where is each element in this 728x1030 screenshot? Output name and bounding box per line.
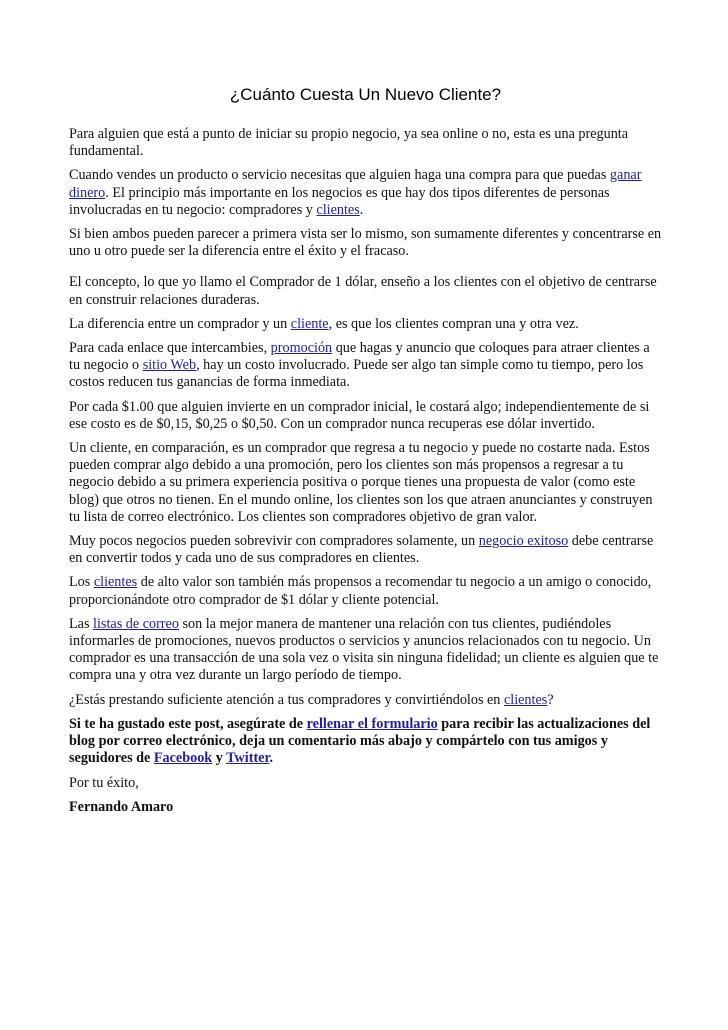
paragraph-costs <box>69 340 662 392</box>
text: . El principio más importante en los negocios es que hay dos tipos diferentes de personas involucradas en tu negocio: compradores y <box>69 184 610 218</box>
link-clientes[interactable]: clientes <box>316 201 360 218</box>
paragraph-few-businesses <box>69 533 662 567</box>
link-twitter[interactable]: Twitter <box>226 750 270 767</box>
paragraph-buyers-and-clients <box>69 167 662 219</box>
paragraph-buyer-vs-client <box>69 316 662 333</box>
paragraph-mailing-lists <box>69 616 662 685</box>
text: La diferencia entre un comprador y un <box>69 315 291 332</box>
link-negocio-exitoso[interactable]: negocio exitoso <box>478 533 569 550</box>
link-rellenar-formulario[interactable]: rellenar el formulario <box>306 715 438 732</box>
text: debe centrarse en convertir todos y cada uno de sus compradores en clientes. <box>69 533 654 567</box>
text: ¿Estás prestando suficiente atención a tus compradores y convirtiéndolos en <box>69 691 504 708</box>
paragraph-dollar: Por cada $1.00 que alguien invierte en un comprador inicial, le costará algo; independientemente de si ese costo es de $0,15, $0,25 o $0,50. Con un comprador nunca recuperas ese dólar invertido. <box>69 398 650 432</box>
paragraph-question <box>69 692 662 709</box>
link-sitio-web[interactable]: sitio Web <box>142 357 197 374</box>
text: ? <box>547 691 554 708</box>
text: Los <box>69 574 94 591</box>
text: Las <box>69 615 94 632</box>
paragraph-call-to-action <box>69 716 662 768</box>
link-promocion[interactable]: promoción <box>270 340 333 357</box>
text: Si te ha gustado este post, asegúrate de <box>69 715 307 732</box>
link-clientes-question[interactable]: clientes <box>503 691 548 708</box>
paragraph-client-comparison: Un cliente, en comparación, es un comprador que regresa a tu negocio y puede no costarte nada. Estos pueden comprar algo debido a una promoción, pero los clientes son más propensos a regresar a tu negocio debido a su primera experiencia positiva o porque tienes una propuesta de valor (como este blog) que otros no tienen. En el mundo online, los clientes son los que atraen anunciantes y construyen tu lista de correo electrónico. Los clientes son compradores objetivo de gran valor. <box>69 440 653 525</box>
paragraph-concept: El concepto, lo que yo llamo el Comprador de 1 dólar, enseño a los clientes con el objetivo de centrarse en construir relaciones duraderas. <box>69 274 657 308</box>
text: que hagas y anuncio que coloques para atraer clientes a tu negocio o <box>69 340 650 374</box>
text: y <box>212 750 227 767</box>
paragraph-difference: Si bien ambos pueden parecer a primera vista ser lo mismo, son sumamente diferentes y concentrarse en uno u otro puede ser la diferencia entre el éxito y el fracaso. <box>69 226 662 260</box>
paragraph-high-value-clients <box>69 574 662 608</box>
text: Muy pocos negocios pueden sobrevivir con compradores solamente, un <box>69 533 479 550</box>
link-facebook[interactable]: Facebook <box>153 750 213 767</box>
signature: Fernando Amaro <box>69 798 174 815</box>
text: son la mejor manera de mantener una relación con tus clientes, pudiéndoles informarles de promociones, nuevos productos o servicios y anuncios relacionados con tu negocio. Un comprador es una transacción de una sola vez o visita sin ninguna fidelidad; un cliente es alguien que te compra una y otra vez durante un largo período de tiempo. <box>69 615 659 684</box>
paragraph-intro: Para alguien que está a punto de iniciar su propio negocio, ya sea online o no, esta es una pregunta fundamental. <box>69 126 629 160</box>
text: para recibir las actualizaciones del blog por correo electrónico, deja un comentario más abajo y compártelo con tus amigos y seguidores de <box>69 715 651 767</box>
text: . <box>269 750 274 767</box>
text: Cuando vendes un producto o servicio necesitas que alguien haga una compra para que puedas <box>69 167 610 184</box>
link-ganar-dinero[interactable]: ganar dinero <box>69 167 642 201</box>
link-cliente[interactable]: cliente <box>290 315 329 332</box>
text: . <box>359 201 364 218</box>
text: de alto valor son también más propensos a recomendar tu negocio a un amigo o conocido, proporcionándote otro comprador de $1 dólar y cliente potencial. <box>69 574 652 608</box>
text: , hay un costo involucrado. Puede ser algo tan simple como tu tiempo, pero los costos reducen tus ganancias de forma inmediata. <box>69 357 644 391</box>
text: Para cada enlace que intercambies, <box>69 340 271 357</box>
link-listas-de-correo[interactable]: listas de correo <box>93 615 179 632</box>
text: , es que los clientes compran una y otra vez. <box>328 315 579 332</box>
paragraph-closing: Por tu éxito, <box>69 774 139 791</box>
page-title: ¿Cuánto Cuesta Un Nuevo Cliente? <box>229 85 502 104</box>
link-clientes-alto-valor[interactable]: clientes <box>93 574 138 591</box>
